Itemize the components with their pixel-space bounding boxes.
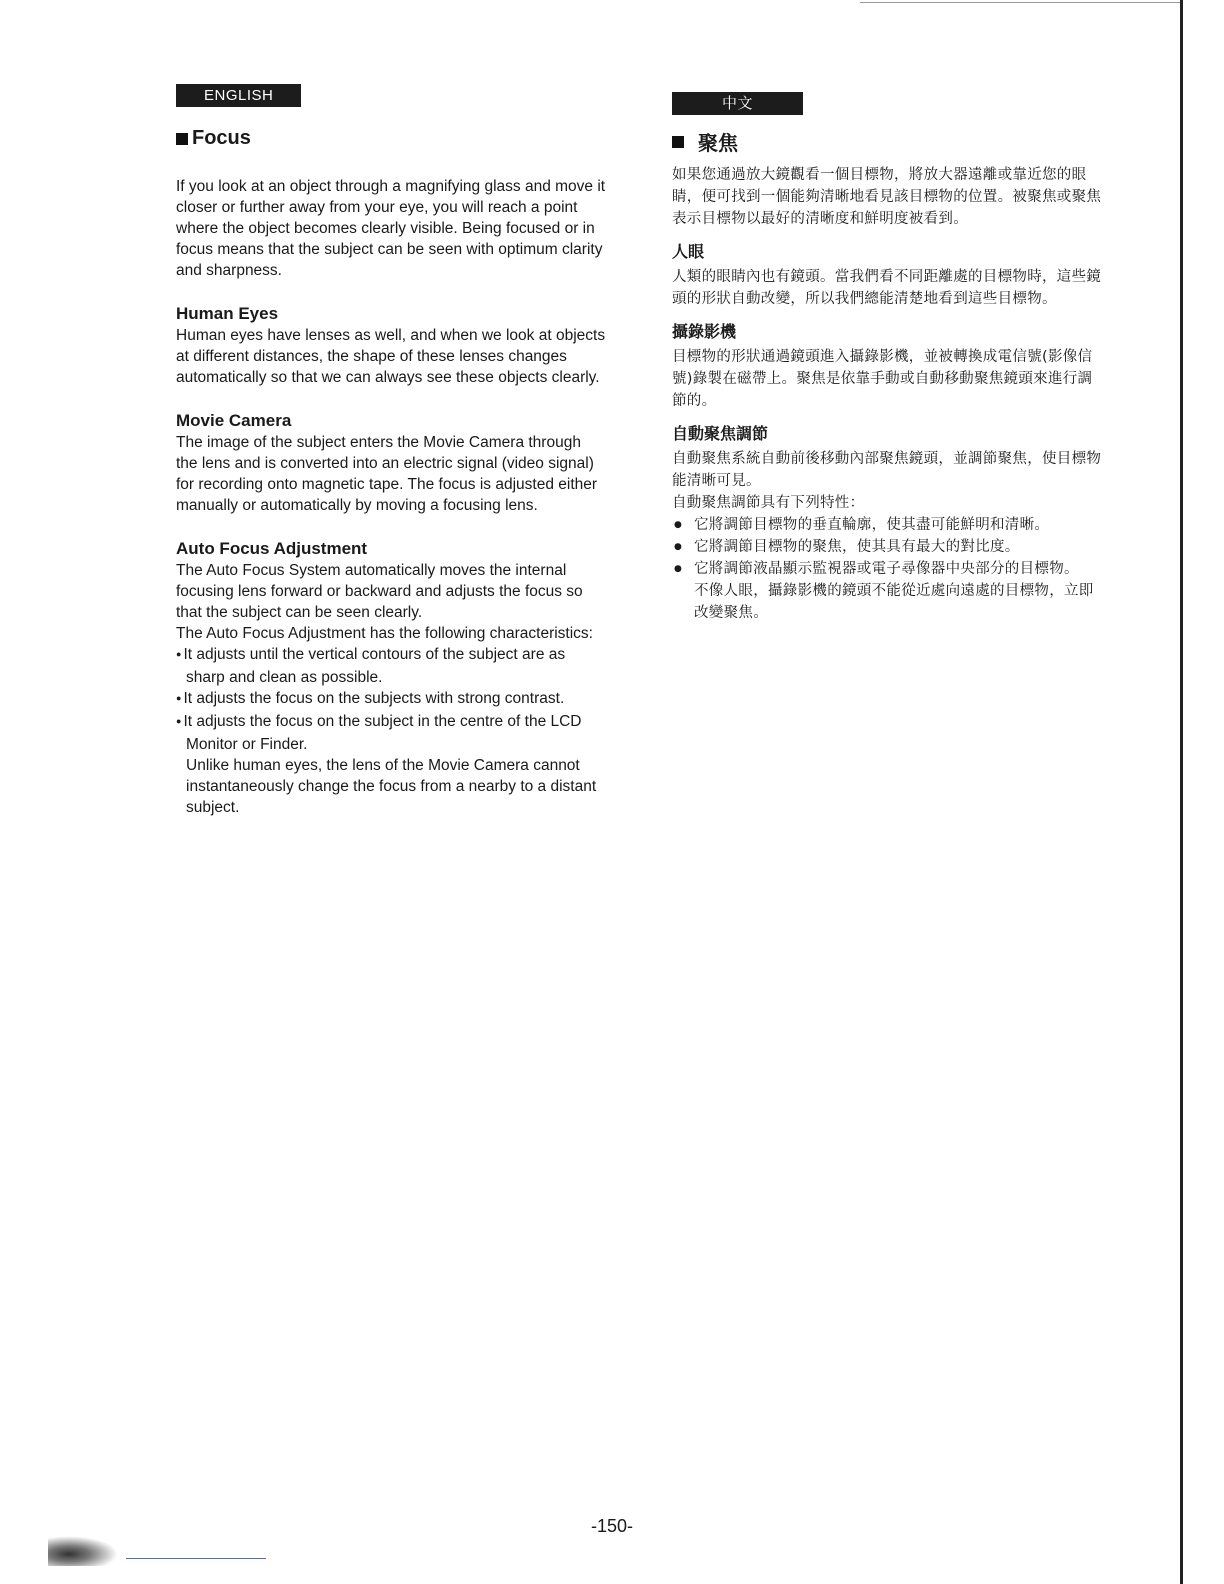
english-body-human-eyes: Human eyes have lenses as well, and when we look at objects at different distances, the shape of these lenses changes automatically so that we can always see these objects clearly.: [176, 327, 606, 386]
chinese-body-human-eyes: 人類的眼睛內也有鏡頭。當我們看不同距離處的目標物時，這些鏡頭的形狀自動改變，所以我們總能清楚地看到這些目標物。: [672, 269, 1102, 307]
square-bullet-icon: [176, 133, 188, 145]
english-page-title: [176, 127, 606, 150]
page-number: -150-: [590, 1516, 634, 1536]
right-edge-rule: [1180, 0, 1183, 1584]
chinese-body-movie-camera: 目標物的形狀通過鏡頭進入攝錄影機，並被轉換成電信號(影像信號)錄製在磁帶上。聚焦是依靠手動或自動移動聚焦鏡頭來進行調節的。: [672, 349, 1093, 409]
list-item: ● 它將調節目標物的垂直輪廓，使其盡可能鮮明和清晰。: [672, 514, 1102, 536]
english-language-tab: ENGLISH: [176, 84, 301, 107]
english-heading-human-eyes: Human Eyes: [176, 304, 279, 323]
chinese-section-human-eyes: [672, 240, 1102, 310]
english-section-human-eyes: [176, 303, 606, 388]
english-section-movie-camera: [176, 410, 606, 516]
chinese-column: [672, 92, 1102, 624]
english-heading-auto-focus: Auto Focus Adjustment: [176, 539, 368, 558]
english-body-auto-focus: The Auto Focus System automatically moves the internal focusing lens forward or backward and adjusts the focus so that the subject can be seen clearly.: [176, 562, 583, 621]
chinese-heading-movie-camera: 攝錄影機: [672, 322, 737, 341]
english-section-auto-focus: [176, 538, 606, 818]
english-title-text: Focus: [192, 127, 251, 149]
footer-rule: [126, 1558, 266, 1559]
english-characteristics-list: [176, 644, 606, 755]
list-item: ● 它將調節液晶顯示監視器或電子尋像器中央部分的目標物。: [672, 558, 1102, 580]
chinese-body2-auto-focus: 自動聚焦調節具有下列特性：: [672, 495, 865, 511]
list-item: ● It adjusts the focus on the subjects with strong contrast.: [176, 688, 606, 711]
scan-smudge: [48, 1536, 118, 1566]
chinese-note-auto-focus: 不像人眼，攝錄影機的鏡頭不能從近處向遠處的目標物，立即改變聚焦。: [694, 583, 1094, 621]
list-item: ● It adjusts the focus on the subject in the centre of the LCD Monitor or Finder.: [176, 711, 606, 755]
top-scan-rule: [860, 2, 1180, 3]
chinese-page-title: [672, 127, 1102, 156]
chinese-body-auto-focus: 自動聚焦系統自動前後移動內部聚焦鏡頭，並調節聚焦，使目標物能清晰可見。: [672, 451, 1102, 489]
english-body-movie-camera: The image of the subject enters the Movie Camera through the lens and is converted into an electric signal (video signal) for recording onto magnetic tape. The focus is adjusted either manually or automatically by moving a focusing lens.: [176, 434, 598, 514]
english-heading-movie-camera: Movie Camera: [176, 411, 292, 430]
english-note-auto-focus: Unlike human eyes, the lens of the Movie Camera cannot instantaneously change the focus from a nearby to a distant subject.: [186, 757, 597, 816]
chinese-title-text: 聚焦: [698, 131, 738, 155]
square-bullet-icon: [672, 136, 684, 148]
chinese-section-movie-camera: [672, 320, 1102, 412]
list-item: ● It adjusts until the vertical contours of the subject are as sharp and clean as possible.: [176, 644, 606, 688]
chinese-heading-auto-focus: 自動聚焦調節: [672, 424, 769, 443]
chinese-characteristics-list: [672, 514, 1102, 580]
chinese-language-tab: 中文: [672, 92, 803, 115]
list-item: ● 它將調節目標物的聚焦，使其具有最大的對比度。: [672, 536, 1102, 558]
chinese-intro: 如果您通過放大鏡觀看一個目標物，將放大器遠離或靠近您的眼睛，便可找到一個能夠清晰地看見該目標物的位置。被聚焦或聚焦表示目標物以最好的清晰度和鮮明度被看到。: [672, 167, 1102, 227]
english-intro: If you look at an object through a magnifying glass and move it closer or further away from your eye, you will reach a point where the object becomes clearly visible. Being focused or in focus means that the subject can be seen with optimum clarity and sharpness.: [176, 178, 606, 279]
chinese-section-auto-focus: [672, 422, 1102, 624]
english-column: [176, 84, 606, 818]
chinese-heading-human-eyes: 人眼: [672, 242, 705, 261]
english-body2-auto-focus: The Auto Focus Adjustment has the following characteristics:: [176, 625, 593, 642]
